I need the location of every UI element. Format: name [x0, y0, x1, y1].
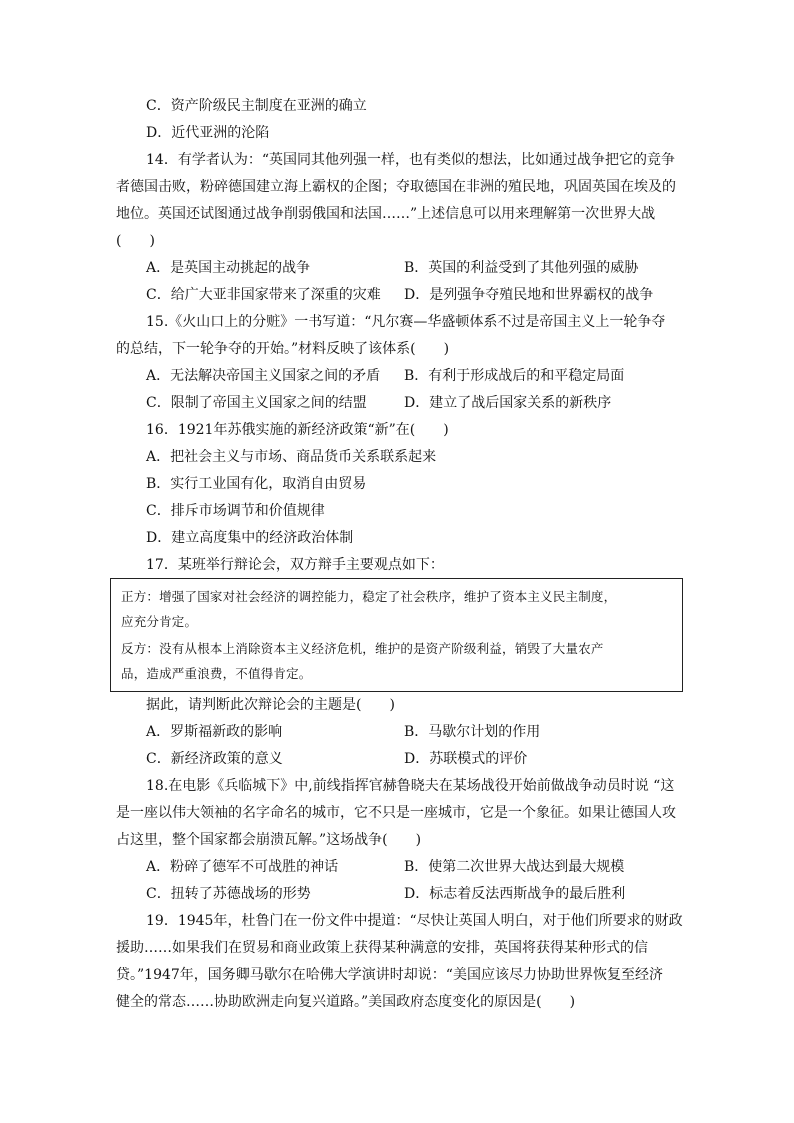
con-side-line1: 反方：没有从根本上消除资本主义经济危机，维护的是资产阶级利益，销毁了大量农产: [121, 641, 604, 656]
q14-stem-line3: 地位。英国还试图通过战争削弱俄国和法国……”上述信息可以用来理解第一次世界大战: [116, 206, 656, 222]
q14-option-d: D．是列强争夺殖民地和世界霸权的战争: [404, 287, 654, 303]
q17-question: 据此，请判断此次辩论会的主题是( ): [146, 697, 395, 713]
q15-option-c: C．限制了帝国主义国家之间的结盟: [146, 395, 367, 411]
q19-stem-line3: 贷。”1947年，国务卿马歇尔在哈佛大学演讲时却说：“美国应该尽力协助世界恢复至经济: [116, 967, 663, 983]
debate-viewpoints-box: [110, 578, 683, 692]
q18-stem-line3: 占这里，整个国家都会崩溃瓦解。”这场战争( ): [116, 832, 422, 848]
q19-stem-line4: 健全的常态……协助欧洲走向复兴道路。”美国政府态度变化的原因是( ): [116, 994, 576, 1010]
q18-stem-line1: 18.在电影《兵临城下》中,前线指挥官赫鲁晓夫在某场战役开始前做战争动员时说 “这: [146, 778, 675, 794]
q15-stem-line1: 15.《火山口上的分赃》一书写道：“凡尔赛—华盛顿体系不过是帝国主义上一轮争夺: [146, 314, 666, 330]
q14-stem-line2: 者德国击败，粉碎德国建立海上霸权的企图；夺取德国在非洲的殖民地，巩固英国在埃及的: [116, 179, 676, 195]
q14-stem-line4: ( ): [116, 233, 155, 249]
q16-option-d: D．建立高度集中的经济政治体制: [146, 530, 354, 546]
q16-option-b: B．实行工业国有化，取消自由贸易: [146, 476, 367, 492]
q14-option-c: C．给广大亚非国家带来了深重的灾难: [146, 287, 381, 303]
q14-stem-line1: 14．有学者认为：“英国同其他列强一样，也有类似的想法，比如通过战争把它的竞争: [146, 152, 675, 168]
q19-stem-line2: 援助……如果我们在贸易和商业政策上获得某种满意的安排，英国将获得某种形式的信: [116, 940, 648, 956]
q14-option-a: A．是英国主动挑起的战争: [146, 260, 311, 276]
q18-option-d: D．标志着反法西斯战争的最后胜利: [404, 886, 626, 902]
con-side-line2: 品，造成严重浪费，不值得肯定。: [121, 666, 312, 681]
q17-option-b: B．马歇尔计划的作用: [404, 724, 541, 740]
q15-option-b: B．有利于形成战后的和平稳定局面: [404, 368, 625, 384]
q18-option-a: A．粉碎了德军不可战胜的神话: [146, 859, 339, 875]
q18-option-b: B．使第二次世界大战达到最大规模: [404, 859, 625, 875]
q17-option-a: A．罗斯福新政的影响: [146, 724, 283, 740]
q17-option-c: C．新经济政策的意义: [146, 751, 283, 767]
q19-stem-line1: 19．1945年，杜鲁门在一份文件中提道：“尽快让英国人明白，对于他们所要求的财政: [146, 913, 683, 929]
pro-side-line2: 应充分肯定。: [121, 614, 198, 629]
q13-option-c: C．资产阶级民主制度在亚洲的确立: [146, 98, 367, 114]
q18-option-c: C．扭转了苏德战场的形势: [146, 886, 311, 902]
q16-option-a: A．把社会主义与市场、商品货币关系联系起来: [146, 449, 437, 465]
q17-stem: 17．某班举行辩论会，双方辩手主要观点如下：: [146, 557, 444, 573]
q17-option-d: D．苏联模式的评价: [404, 751, 528, 767]
q18-stem-line2: 是一座以伟大领袖的名字命名的城市，它不只是一座城市，它是一个象征。如果让德国人攻: [116, 805, 676, 821]
q16-stem: 16．1921年苏俄实施的新经济政策“新”在( ): [146, 422, 449, 438]
q14-option-b: B．英国的利益受到了其他列强的威胁: [404, 260, 639, 276]
q15-stem-line2: 的总结，下一轮争夺的开始。”材料反映了该体系( ): [116, 341, 450, 357]
q15-option-a: A．无法解决帝国主义国家之间的矛盾: [146, 368, 381, 384]
pro-side-line1: 正方：增强了国家对社会经济的调控能力，稳定了社会秩序，维护了资本主义民主制度，: [121, 589, 617, 604]
q16-option-c: C．排斥市场调节和价值规律: [146, 503, 325, 519]
q13-option-d: D．近代亚洲的沦陷: [146, 125, 270, 141]
q15-option-d: D．建立了战后国家关系的新秩序: [404, 395, 612, 411]
